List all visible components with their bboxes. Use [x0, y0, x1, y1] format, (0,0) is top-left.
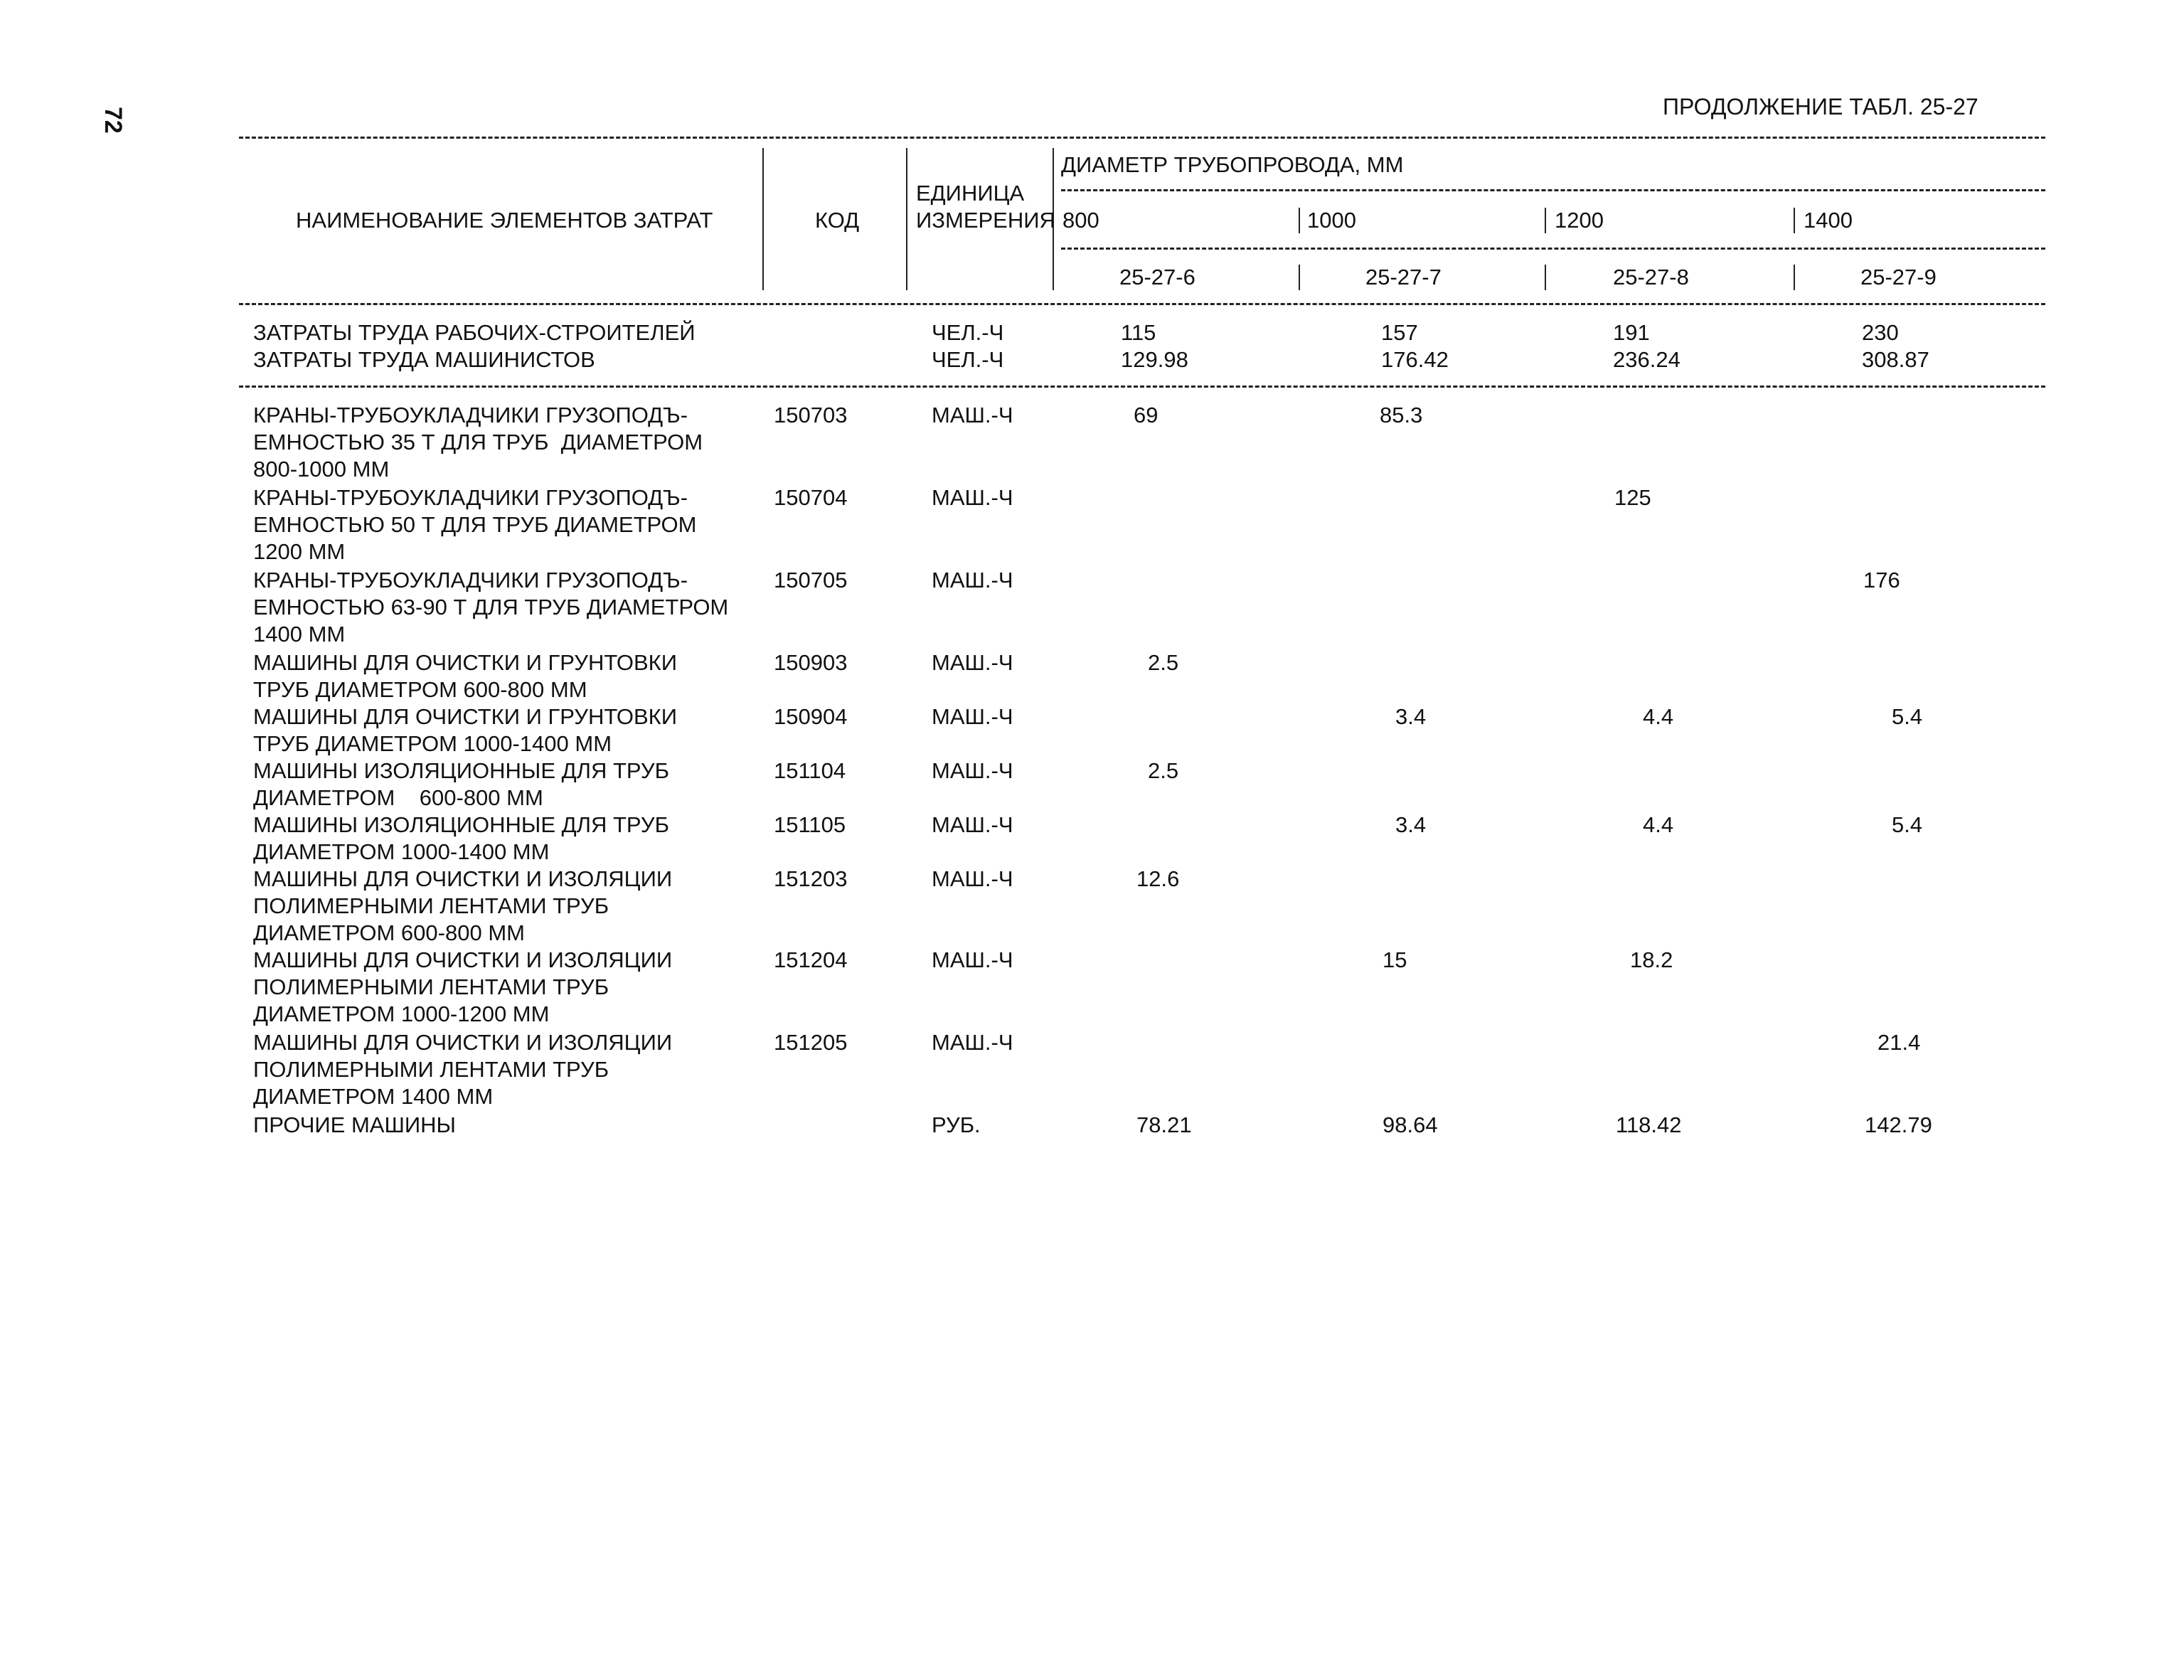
machine-row-unit: МАШ.-Ч: [932, 1030, 1013, 1055]
machine-row-code: 150903: [774, 650, 848, 675]
header-code-col: КОД: [815, 208, 860, 233]
machine-row-unit: МАШ.-Ч: [932, 704, 1013, 729]
machine-row-name: ЕМНОСТЬЮ 35 Т ДЛЯ ТРУБ ДИАМЕТРОМ: [253, 430, 703, 454]
vsep-diam-1000: [1299, 208, 1300, 233]
machine-row-name: ПОЛИМЕРНЫМИ ЛЕНТАМИ ТРУБ: [253, 974, 609, 999]
machine-row-unit: МАШ.-Ч: [932, 568, 1013, 592]
header-norm-code-7: 25-27-7: [1365, 265, 1442, 289]
machine-row-value: 3.4: [1395, 812, 1427, 837]
machine-row-name: ТРУБ ДИАМЕТРОМ 1000-1400 ММ: [253, 731, 612, 756]
vsep-code-7: [1299, 265, 1300, 290]
machine-row-name: ПРОЧИЕ МАШИНЫ: [253, 1112, 456, 1137]
machine-row-value: 78.21: [1136, 1112, 1192, 1137]
machine-row-value: 18.2: [1630, 947, 1673, 972]
labor-row-name: ЗАТРАТЫ ТРУДА РАБОЧИХ-СТРОИТЕЛЕЙ: [253, 320, 696, 345]
header-norm-code-9: 25-27-9: [1860, 265, 1937, 289]
machine-row-code: 150904: [774, 704, 848, 729]
labor-row-value: 115: [1121, 320, 1156, 345]
header-norm-code-8: 25-27-8: [1613, 265, 1689, 289]
labor-row-unit: ЧЕЛ.-Ч: [932, 347, 1004, 372]
machine-row-value: 142.79: [1865, 1112, 1932, 1137]
labor-row-value: 176.42: [1381, 347, 1449, 372]
machine-row-value: 21.4: [1877, 1030, 1921, 1055]
machine-row-unit: МАШ.-Ч: [932, 866, 1013, 891]
header-diameter-group: ДИАМЕТР ТРУБОПРОВОДА, ММ: [1061, 152, 1404, 177]
header-diameter-1400: 1400: [1804, 208, 1853, 233]
machine-row-name: МАШИНЫ ИЗОЛЯЦИОННЫЕ ДЛЯ ТРУБ: [253, 758, 669, 783]
rule-diameter-top: [1061, 189, 2045, 191]
vsep-code-unit: [906, 148, 907, 290]
machine-row-unit: МАШ.-Ч: [932, 403, 1013, 427]
machine-row-name: МАШИНЫ ДЛЯ ОЧИСТКИ И ГРУНТОВКИ: [253, 650, 678, 675]
labor-row-name: ЗАТРАТЫ ТРУДА МАШИНИСТОВ: [253, 347, 595, 372]
machine-row-unit: МАШ.-Ч: [932, 947, 1013, 972]
vsep-diam-1200: [1545, 208, 1546, 233]
machine-row-name: КРАНЫ-ТРУБОУКЛАДЧИКИ ГРУЗОПОДЪ-: [253, 568, 688, 592]
machine-row-value: 15: [1383, 947, 1407, 972]
machine-row-value: 98.64: [1383, 1112, 1438, 1137]
machine-row-unit: МАШ.-Ч: [932, 485, 1013, 510]
vsep-diam-1400: [1794, 208, 1795, 233]
machine-row-name: ДИАМЕТРОМ 600-800 ММ: [253, 785, 543, 810]
page-number: 72: [100, 107, 127, 134]
machine-row-unit: МАШ.-Ч: [932, 812, 1013, 837]
rule-header-bottom: [239, 303, 2045, 305]
machine-row-name: МАШИНЫ ДЛЯ ОЧИСТКИ И ИЗОЛЯЦИИ: [253, 947, 673, 972]
machine-row-name: 1400 ММ: [253, 622, 346, 647]
machine-row-name: МАШИНЫ ДЛЯ ОЧИСТКИ И ГРУНТОВКИ: [253, 704, 678, 729]
labor-row-value: 236.24: [1613, 347, 1680, 372]
machine-row-name: ПОЛИМЕРНЫМИ ЛЕНТАМИ ТРУБ: [253, 1057, 609, 1082]
machine-row-value: 4.4: [1643, 704, 1674, 729]
machine-row-name: ДИАМЕТРОМ 1400 ММ: [253, 1084, 494, 1109]
machine-row-code: 151105: [774, 812, 846, 837]
machine-row-name: КРАНЫ-ТРУБОУКЛАДЧИКИ ГРУЗОПОДЪ-: [253, 403, 688, 427]
machine-row-value: 12.6: [1136, 866, 1180, 891]
header-name-col: НАИМЕНОВАНИЕ ЭЛЕМЕНТОВ ЗАТРАТ: [296, 208, 713, 233]
rule-diameter-mid: [1061, 248, 2045, 250]
machine-row-code: 150705: [774, 568, 848, 592]
machine-row-code: 150703: [774, 403, 848, 427]
machine-row-name: ЕМНОСТЬЮ 63-90 Т ДЛЯ ТРУБ ДИАМЕТРОМ: [253, 595, 729, 620]
machine-row-unit: МАШ.-Ч: [932, 758, 1013, 783]
machine-row-value: 125: [1614, 485, 1651, 510]
machine-row-name: МАШИНЫ ДЛЯ ОЧИСТКИ И ИЗОЛЯЦИИ: [253, 866, 673, 891]
header-diameter-800: 800: [1062, 208, 1099, 233]
machine-row-code: 151104: [774, 758, 846, 783]
machine-row-code: 150704: [774, 485, 848, 510]
rule-labor-bottom: [239, 386, 2045, 388]
vsep-code-8: [1545, 265, 1546, 290]
machine-row-value: 2.5: [1148, 650, 1179, 675]
machine-row-unit: МАШ.-Ч: [932, 650, 1013, 675]
machine-row-name: 1200 ММ: [253, 539, 346, 564]
machine-row-name: МАШИНЫ ДЛЯ ОЧИСТКИ И ИЗОЛЯЦИИ: [253, 1030, 673, 1055]
machine-row-value: 176: [1863, 568, 1900, 592]
machine-row-value: 5.4: [1892, 704, 1923, 729]
machine-row-value: 2.5: [1148, 758, 1179, 783]
labor-row-value: 157: [1381, 320, 1418, 345]
header-unit-line1: ЕДИНИЦА: [916, 181, 1025, 206]
machine-row-unit: РУБ.: [932, 1112, 981, 1137]
vsep-code-9: [1794, 265, 1795, 290]
machine-row-name: КРАНЫ-ТРУБОУКЛАДЧИКИ ГРУЗОПОДЪ-: [253, 485, 688, 510]
machine-row-value: 69: [1134, 403, 1158, 427]
machine-row-value: 118.42: [1616, 1112, 1682, 1137]
header-diameter-1200: 1200: [1555, 208, 1604, 233]
machine-row-value: 5.4: [1892, 812, 1923, 837]
machine-row-value: 3.4: [1395, 704, 1427, 729]
continuation-title: ПРОДОЛЖЕНИЕ ТАБЛ. 25-27: [1663, 94, 1978, 119]
labor-row-value: 129.98: [1121, 347, 1188, 372]
machine-row-name: ЕМНОСТЬЮ 50 Т ДЛЯ ТРУБ ДИАМЕТРОМ: [253, 512, 697, 537]
machine-row-name: ДИАМЕТРОМ 600-800 ММ: [253, 920, 525, 945]
machine-row-code: 151204: [774, 947, 848, 972]
machine-row-value: 85.3: [1380, 403, 1423, 427]
labor-row-value: 191: [1613, 320, 1650, 345]
machine-row-name: 800-1000 ММ: [253, 457, 390, 482]
labor-row-value: 230: [1862, 320, 1899, 345]
rule-top: [239, 137, 2045, 139]
header-unit-line2: ИЗМЕРЕНИЯ: [916, 208, 1055, 233]
machine-row-name: ДИАМЕТРОМ 1000-1400 ММ: [253, 839, 550, 864]
machine-row-name: ДИАМЕТРОМ 1000-1200 ММ: [253, 1001, 550, 1026]
labor-row-unit: ЧЕЛ.-Ч: [932, 320, 1004, 345]
machine-row-name: ПОЛИМЕРНЫМИ ЛЕНТАМИ ТРУБ: [253, 893, 609, 918]
machine-row-code: 151203: [774, 866, 848, 891]
labor-row-value: 308.87: [1862, 347, 1929, 372]
machine-row-code: 151205: [774, 1030, 848, 1055]
header-diameter-1000: 1000: [1307, 208, 1356, 233]
machine-row-name: ТРУБ ДИАМЕТРОМ 600-800 ММ: [253, 677, 587, 702]
vsep-name-code: [762, 148, 764, 290]
machine-row-value: 4.4: [1643, 812, 1674, 837]
header-norm-code-6: 25-27-6: [1119, 265, 1195, 289]
machine-row-name: МАШИНЫ ИЗОЛЯЦИОННЫЕ ДЛЯ ТРУБ: [253, 812, 669, 837]
